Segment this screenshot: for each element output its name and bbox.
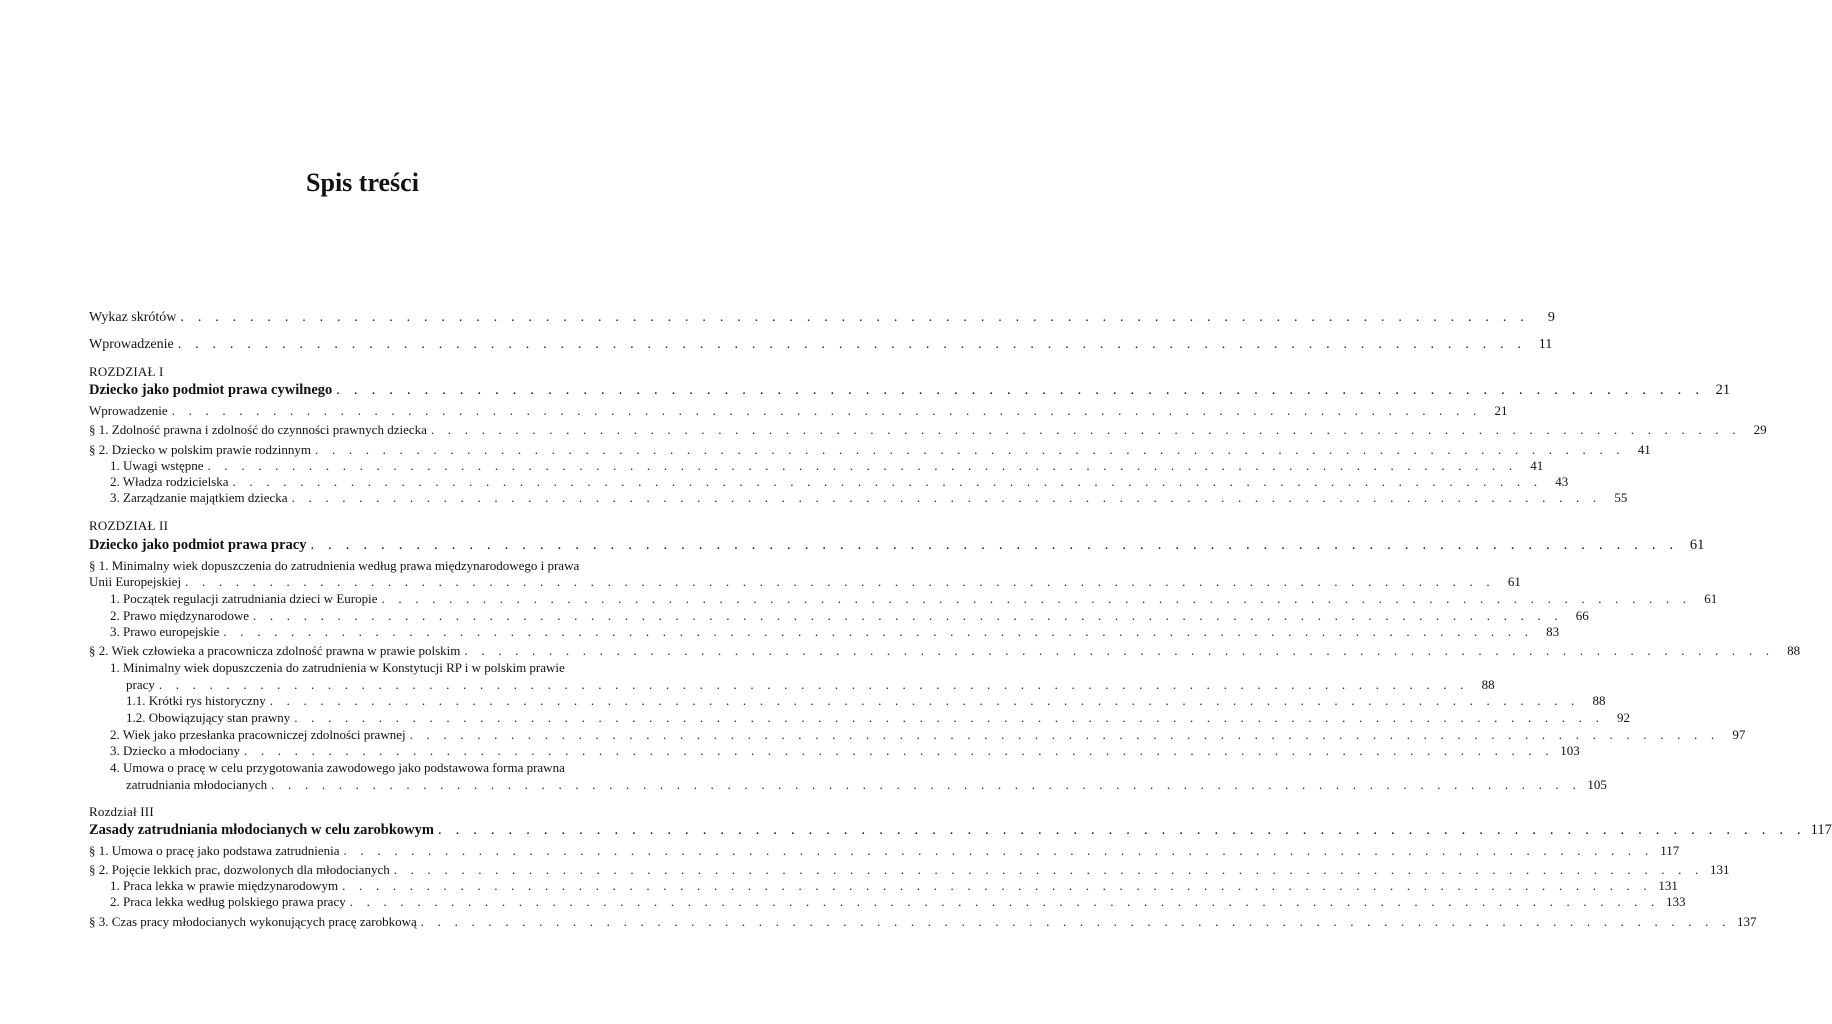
dot-leader: . . . . . . . . . . . . . . . . . . . . . . . . . . . . . . . . . . . . . . . . . . . . . . . . . . . . . . . . . . . . . . . . . . . . . . . . . . . . . . <box>223 624 1534 639</box>
toc-entry[interactable] <box>110 591 1718 607</box>
toc-entry[interactable] <box>126 710 1631 726</box>
toc-page-number: 92 <box>1617 710 1631 725</box>
toc-chapter-title[interactable] <box>89 537 1705 554</box>
toc-entry-title: zatrudniania młodocianych <box>126 777 268 792</box>
toc-page-number: 41 <box>1530 458 1544 473</box>
dot-leader: . . . . . . . . . . . . . . . . . . . . . . . . . . . . . . . . . . . . . . . . . . . . . . . . . . . . . . . . . . . . . . . . . . . . . . . . . . . . . . <box>158 677 1469 692</box>
dot-leader: . . . . . . . . . . . . . . . . . . . . . . . . . . . . . . . . . . . . . . . . . . . . . . . . . . . . . . . . . . . . . . . . . . . . . . . . . . . . . . <box>180 310 1529 325</box>
toc-entry[interactable] <box>89 442 1651 458</box>
dot-leader: . . . . . . . . . . . . . . . . . . . . . . . . . . . . . . . . . . . . . . . . . . . . . . . . . . . . . . . . . . . . . . . . . . . . . . . . . . . . . . <box>291 490 1602 505</box>
toc-entry[interactable] <box>89 914 1757 930</box>
dot-leader: . . . . . . . . . . . . . . . . . . . . . . . . . . . . . . . . . . . . . . . . . . . . . . . . . . . . . . . . . . . . . . . . . . . . . . . . . . . . . . <box>315 442 1625 457</box>
toc-page-number: 41 <box>1637 442 1651 457</box>
toc-entry[interactable] <box>126 693 1606 709</box>
toc-page-number: 131 <box>1658 878 1678 893</box>
toc-entry[interactable] <box>110 743 1580 759</box>
dot-leader: . . . . . . . . . . . . . . . . . . . . . . . . . . . . . . . . . . . . . . . . . . . . . . . . . . . . . . . . . . . . . . . . . . . . . . . . . . . . . . <box>342 878 1652 893</box>
toc-chapter-title[interactable] <box>89 822 1832 839</box>
toc-page-number: 83 <box>1546 624 1560 639</box>
toc-page-number: 9 <box>1547 310 1555 325</box>
toc-entry-title: § 2. Dziecko w polskim prawie rodzinnym <box>89 442 312 457</box>
toc-entry[interactable] <box>89 862 1730 878</box>
dot-leader: . . . . . . . . . . . . . . . . . . . . . . . . . . . . . . . . . . . . . . . . . . . . . . . . . . . . . . . . . . . . . . . . . . . . . . . . . . . . . . <box>185 574 1495 589</box>
toc-entry-title: § 1. Umowa o pracę jako podstawa zatrudnienia <box>89 843 340 858</box>
toc-entry-title: 2. Praca lekka według polskiego prawa pracy <box>110 894 346 909</box>
toc-page-number: 103 <box>1560 743 1580 758</box>
dot-leader: . . . . . . . . . . . . . . . . . . . . . . . . . . . . . . . . . . . . . . . . . . . . . . . . . . . . . . . . . . . . . . . . . . . . . . . . . . . . . . <box>381 591 1692 606</box>
toc-entry[interactable] <box>126 677 1495 693</box>
toc-entry-title: Unii Europejskiej <box>89 574 182 589</box>
toc-page-number: 133 <box>1665 894 1686 909</box>
toc-entry-title-line: § 1. Minimalny wiek dopuszczenia do zatrudnienia według prawa międzynarodowego i prawa <box>89 558 580 573</box>
toc-entry-title: § 2. Pojęcie lekkich prac, dozwolonych dla młodocianych <box>89 862 390 877</box>
dot-leader: . . . . . . . . . . . . . . . . . . . . . . . . . . . . . . . . . . . . . . . . . . . . . . . . . . . . . . . . . . . . . . . . . . . . . . . . . . . . . . <box>294 710 1605 725</box>
toc-page-number: 105 <box>1587 777 1607 792</box>
dot-leader: . . . . . . . . . . . . . . . . . . . . . . . . . . . . . . . . . . . . . . . . . . . . . . . . . . . . . . . . . . . . . . . . . . . . . . . . . . . . . . <box>437 822 1806 838</box>
toc-page-number: 29 <box>1753 422 1767 437</box>
toc-entry-title: 3. Dziecko a młodociany <box>110 743 240 758</box>
toc-entry[interactable] <box>110 624 1560 640</box>
toc-chapter-title[interactable] <box>89 382 1731 399</box>
toc-entry[interactable] <box>110 490 1628 506</box>
dot-leader: . . . . . . . . . . . . . . . . . . . . . . . . . . . . . . . . . . . . . . . . . . . . . . . . . . . . . . . . . . . . . . . . . . . . . . . . . . . . . . <box>464 643 1775 658</box>
dot-leader: . . . . . . . . . . . . . . . . . . . . . . . . . . . . . . . . . . . . . . . . . . . . . . . . . . . . . . . . . . . . . . . . . . . . . . . . . . . . . . <box>243 743 1554 758</box>
toc-entry[interactable] <box>89 574 1521 590</box>
toc-entry-title: 1. Początek regulacji zatrudniania dzieci w Europie <box>110 591 378 606</box>
dot-leader: . . . . . . . . . . . . . . . . . . . . . . . . . . . . . . . . . . . . . . . . . . . . . . . . . . . . . . . . . . . . . . . . . . . . . . . . . . . . . . <box>310 537 1679 553</box>
toc-page-number: 43 <box>1555 474 1569 489</box>
toc-page-number: 88 <box>1592 693 1606 708</box>
toc-entry-title: 3. Zarządzanie majątkiem dziecka <box>110 490 288 505</box>
toc-entry-title: 2. Wiek jako przesłanka pracowniczej zdolności prawnej <box>110 727 406 742</box>
toc-page-number: 88 <box>1481 677 1495 692</box>
chapter-label: ROZDZIAŁ II <box>89 518 169 533</box>
toc-entry[interactable] <box>110 727 1746 743</box>
toc-entry-title: Wykaz skrótów <box>89 310 177 325</box>
dot-leader: . . . . . . . . . . . . . . . . . . . . . . . . . . . . . . . . . . . . . . . . . . . . . . . . . . . . . . . . . . . . . . . . . . . . . . . . . . . . . . <box>253 608 1563 623</box>
dot-leader: . . . . . . . . . . . . . . . . . . . . . . . . . . . . . . . . . . . . . . . . . . . . . . . . . . . . . . . . . . . . . . . . . . . . . . . . . . . . . . <box>269 693 1580 708</box>
dot-leader: . . . . . . . . . . . . . . . . . . . . . . . . . . . . . . . . . . . . . . . . . . . . . . . . . . . . . . . . . . . . . . . . . . . . . . . . . . . . . . <box>409 727 1720 742</box>
dot-leader: . . . . . . . . . . . . . . . . . . . . . . . . . . . . . . . . . . . . . . . . . . . . . . . . . . . . . . . . . . . . . . . . . . . . . . . . . . . . . . <box>171 403 1482 418</box>
toc-entry-title: § 1. Zdolność prawna i zdolność do czynności prawnych dziecka <box>89 422 427 437</box>
dot-leader: . . . . . . . . . . . . . . . . . . . . . . . . . . . . . . . . . . . . . . . . . . . . . . . . . . . . . . . . . . . . . . . . . . . . . . . . . . . . . . <box>207 458 1518 473</box>
toc-entry-title: Wprowadzenie <box>89 337 174 352</box>
toc-entry-title: 1.2. Obowiązujący stan prawny <box>126 710 291 725</box>
toc-entry-title: Wprowadzenie <box>89 403 168 418</box>
toc-entry[interactable] <box>110 458 1544 474</box>
toc-entry[interactable] <box>110 608 1589 624</box>
toc-entry-title: 1. Uwagi wstępne <box>110 458 204 473</box>
toc-page-number: 21 <box>1494 403 1508 418</box>
toc-entry-title: 1. Praca lekka w prawie międzynarodowym <box>110 878 339 893</box>
toc-entry-title-line: 4. Umowa o pracę w celu przygotowania zawodowego jako podstawowa forma prawna <box>110 760 565 775</box>
toc-page-number: 61 <box>1507 574 1521 589</box>
toc-page-number: 21 <box>1715 382 1731 398</box>
toc-entry-title: pracy <box>126 677 155 692</box>
toc-entry[interactable] <box>110 474 1569 490</box>
toc-page-number: 137 <box>1737 914 1757 929</box>
toc-entry[interactable] <box>110 878 1678 894</box>
dot-leader: . . . . . . . . . . . . . . . . . . . . . . . . . . . . . . . . . . . . . . . . . . . . . . . . . . . . . . . . . . . . . . . . . . . . . . . . . . . . . . <box>420 914 1731 929</box>
toc-entry-title: Dziecko jako podmiot prawa pracy <box>89 537 307 553</box>
chapter-label: ROZDZIAŁ I <box>89 364 164 379</box>
toc-entry[interactable] <box>89 403 1508 419</box>
dot-leader: . . . . . . . . . . . . . . . . . . . . . . . . . . . . . . . . . . . . . . . . . . . . . . . . . . . . . . . . . . . . . . . . . . . . . . . . . . . . . . <box>349 894 1660 909</box>
dot-leader: . . . . . . . . . . . . . . . . . . . . . . . . . . . . . . . . . . . . . . . . . . . . . . . . . . . . . . . . . . . . . . . . . . . . . . . . . . . . . . <box>343 843 1654 858</box>
toc-page-number: 117 <box>1660 843 1680 858</box>
toc-entry[interactable] <box>126 777 1607 793</box>
toc-page-number: 66 <box>1575 608 1589 623</box>
toc-page-number: 55 <box>1614 490 1628 505</box>
toc-entry[interactable] <box>89 843 1680 859</box>
dot-leader: . . . . . . . . . . . . . . . . . . . . . . . . . . . . . . . . . . . . . . . . . . . . . . . . . . . . . . . . . . . . . . . . . . . . . . . . . . . . . . <box>336 382 1705 398</box>
toc-entry-title: Dziecko jako podmiot prawa cywilnego <box>89 382 333 398</box>
toc-entry-title: § 3. Czas pracy młodocianych wykonujących pracę zarobkową <box>89 914 417 929</box>
toc-entry[interactable] <box>89 643 1801 659</box>
dot-leader: . . . . . . . . . . . . . . . . . . . . . . . . . . . . . . . . . . . . . . . . . . . . . . . . . . . . . . . . . . . . . . . . . . . . . . . . . . . . . . <box>177 337 1527 352</box>
toc-page-number: 61 <box>1689 537 1705 553</box>
toc-entry-title: 1.1. Krótki rys historyczny <box>126 693 266 708</box>
toc-entry[interactable] <box>89 422 1767 438</box>
toc-page-number: 117 <box>1810 822 1832 838</box>
dot-leader: . . . . . . . . . . . . . . . . . . . . . . . . . . . . . . . . . . . . . . . . . . . . . . . . . . . . . . . . . . . . . . . . . . . . . . . . . . . . . . <box>271 777 1581 792</box>
toc-entry-title: 2. Władza rodzicielska <box>110 474 229 489</box>
chapter-label: Rozdział III <box>89 804 154 819</box>
toc-page-number: 61 <box>1704 591 1718 606</box>
toc-entry-title: 2. Prawo międzynarodowe <box>110 608 249 623</box>
toc-entry-wykaz-skrotow[interactable] <box>89 310 1555 326</box>
dot-leader: . . . . . . . . . . . . . . . . . . . . . . . . . . . . . . . . . . . . . . . . . . . . . . . . . . . . . . . . . . . . . . . . . . . . . . . . . . . . . . <box>393 862 1704 877</box>
toc-entry-title: 3. Prawo europejskie <box>110 624 220 639</box>
toc-page-number: 88 <box>1787 643 1801 658</box>
toc-entry-title-line: 1. Minimalny wiek dopuszczenia do zatrudnienia w Konstytucji RP i w polskim prawie <box>110 660 565 675</box>
dot-leader: . . . . . . . . . . . . . . . . . . . . . . . . . . . . . . . . . . . . . . . . . . . . . . . . . . . . . . . . . . . . . . . . . . . . . . . . . . . . . . <box>232 474 1543 489</box>
toc-entry-title: § 2. Wiek człowieka a pracownicza zdolność prawna w prawie polskim <box>89 643 461 658</box>
toc-entry-title: Zasady zatrudniania młodocianych w celu zarobkowym <box>89 822 434 838</box>
toc-page-number: 11 <box>1538 337 1553 352</box>
toc-entry-wprowadzenie[interactable] <box>89 337 1553 353</box>
toc-entry[interactable] <box>110 894 1686 910</box>
page-title: Spis treści <box>306 168 419 197</box>
dot-leader: . . . . . . . . . . . . . . . . . . . . . . . . . . . . . . . . . . . . . . . . . . . . . . . . . . . . . . . . . . . . . . . . . . . . . . . . . . . . . . <box>430 422 1741 437</box>
toc-page-number: 131 <box>1709 862 1730 877</box>
toc-page-number: 97 <box>1732 727 1746 742</box>
